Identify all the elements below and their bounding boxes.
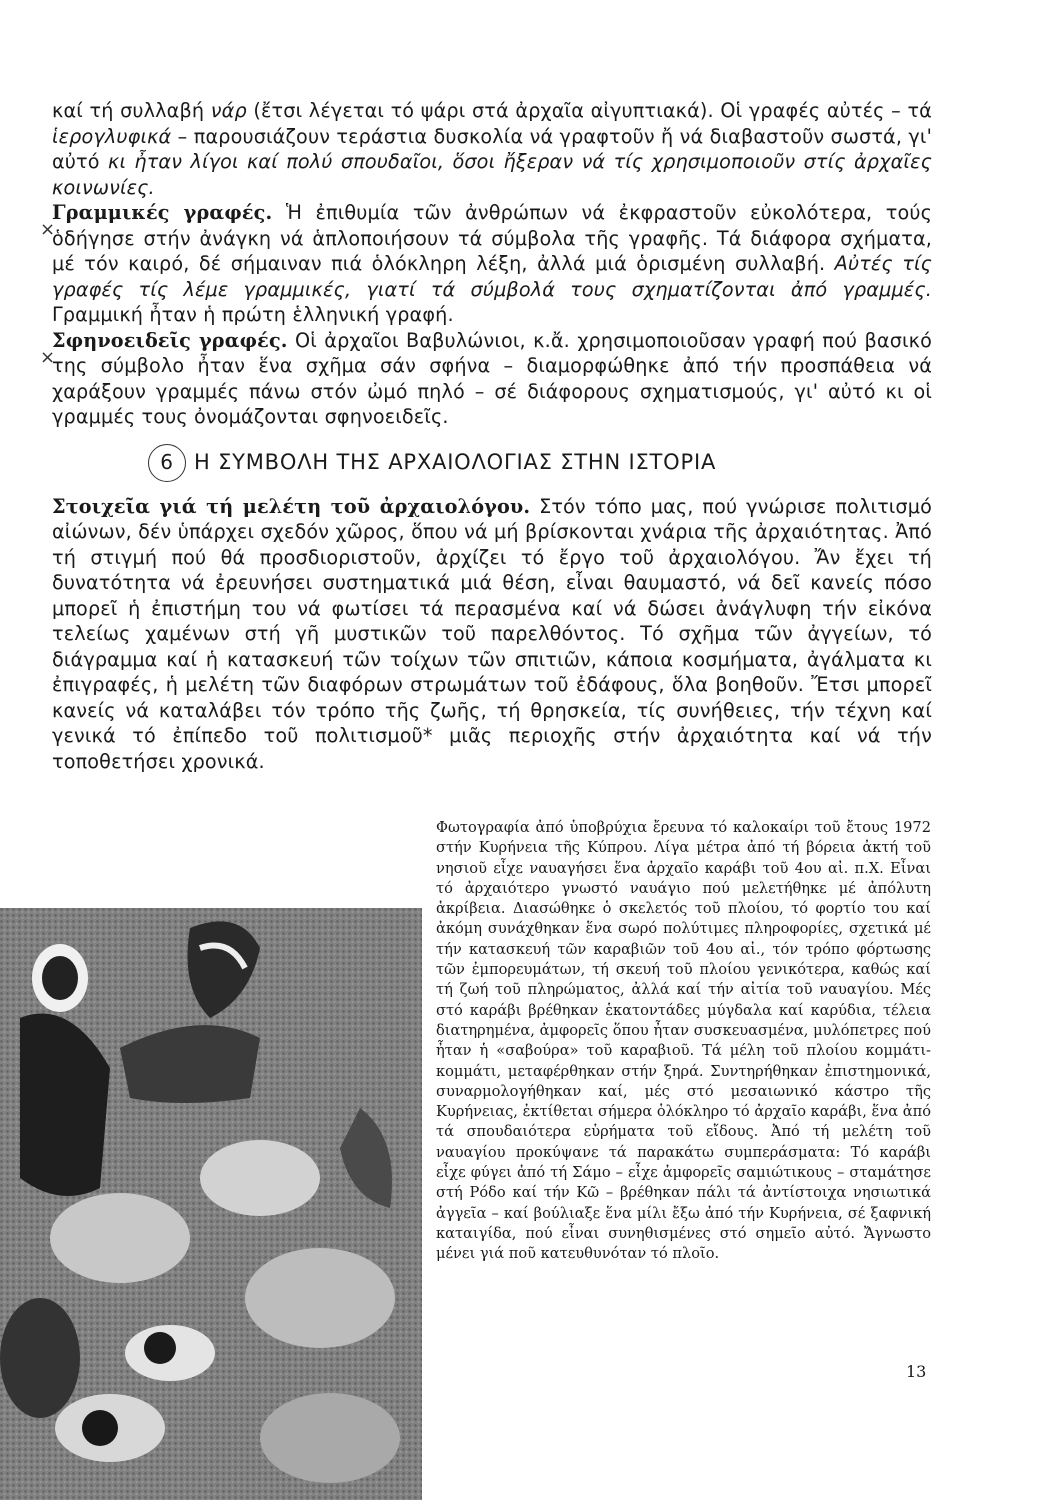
section-number: 6 xyxy=(148,444,186,482)
intro-italic-hieroglyphika: ἱερογλυφικά xyxy=(52,124,172,148)
study-paragraph xyxy=(52,494,932,775)
intro-italic-nar: νάρ xyxy=(210,99,247,122)
cuneiform-paragraph: × Σφηνοειδεῖς γραφές. Οἱ ἀρχαῖοι Βαβυλώνιοι, κ.ἄ. χρησιμοποιοῦσαν γραφή πού βασικό της σύμβολο ἦταν ἕνα σχῆμα σάν σφήνα – διαμορφώθηκε ἀπό τήν προσπάθεια νά χαράξουν γραμμές πάνω στόν ὠμό πηλό – σέ διάφορους σχηματισμούς, γι' αὐτό κι οἱ γραμμές τους ὀνομάζονται σφηνοειδεῖς. xyxy=(40,328,932,428)
linear-italic: Αὐτές τίς γραφές τίς λέμε γραμμικές, γιατί τά σύμβολά τους σχηματίζονται ἀπό γραμμές. xyxy=(52,252,932,301)
cuneiform-title: Σφηνοειδεῖς γραφές. xyxy=(52,328,288,352)
linear-text-end: Γραμμική ἦταν ἡ πρώτη ἑλληνική γραφή. xyxy=(52,303,454,326)
intro-text-c: – παρουσιάζουν τεράστια δυσκολία νά γραφτοῦν ἤ νά διαβαστοῦν σωστά, γι' αὐτό xyxy=(52,124,932,173)
underwater-excavation-image xyxy=(0,908,422,1500)
section-title: Η ΣΥΜΒΟΛΗ ΤΗΣ ΑΡΧΑΙΟΛΟΓΙΑΣ ΣΤΗΝ ΙΣΤΟΡΙΑ xyxy=(194,449,717,474)
shipwreck-photo xyxy=(0,908,422,1500)
linear-paragraph: × Γραμμικές γραφές. Ἡ ἐπιθυμία τῶν ἀνθρώπων νά ἐκφραστοῦν εὐκολότερα, τούς ὁδήγησε στήν ἀνάγκη νά ἁπλοποιήσουν τά σύμβολα τῆς γραφῆς. Τά διάφορα σχήματα, μέ τόν καιρό, δέ σήμαιναν πιά ὁλόκληρη λέξη, ἀλλά μιά ὁρισμένη συλλαβή. Αὐτές τίς γραφές τίς λέμε γραμμικές, γιατί τά σύμβολά τους σχηματίζονται ἀπό γραμμές. Γραμμική ἦταν ἡ πρώτη ἑλληνική γραφή. xyxy=(40,201,932,326)
cuneiform-text: Οἱ ἀρχαῖοι Βαβυλώνιοι, κ.ἄ. χρησιμοποιοῦσαν γραφή πού βασικό της σύμβολο ἦταν ἕνα σχῆμα σάν σφήνα – διαμορφώθηκε ἀπό τήν προσπάθεια νά χαράξουν γραμμές πάνω στόν ὠμό πηλό – σέ διάφορους σχηματισμούς, γι' αὐτό κι οἱ γραμμές τους ὀνομάζονται σφηνοειδεῖς. xyxy=(52,328,932,428)
study-text: Στόν τόπο μας, πού γνώρισε πολιτισμό αἰώνων, δέν ὑπάρχει σχεδόν χῶρος, ὅπου νά μή βρίσκονται χνάρια τῆς ἀρχαιότητας. Ἀπό τή στιγμή πού θά προσδιοριστοῦν, ἀρχίζει τό ἔργο τοῦ ἀρχαιολόγου. Ἄν ἔχει τή δυνατότητα νά ἐρευνήσει συστηματικά μιά θέση, εἶναι θαυμαστό, νά δεῖ κανείς πόσο μπορεῖ ἡ ἐπιστήμη του νά φωτίσει τά περασμένα καί νά δώσει ἀνάγλυφη τήν εἰκόνα τελείως χαμένων στή γῆ μυστικῶν τοῦ παρελθόντος. Τό σχῆμα τῶν ἀγγείων, τό διάγραμμα καί ἡ κατασκευή τῶν τοίχων τῶν σπιτιῶν, κάποια κοσμήματα, ἀγάλματα κι ἐπιγραφές, ἡ μελέτη τῶν διαφόρων στρωμάτων τοῦ ἐδάφους, ὅλα βοηθοῦν. Ἔτσι μπορεῖ κανείς νά καταλάβει τόν τρόπο τῆς ζωῆς, τή θρησκεία, τίς συνήθειες, τήν τέχνη καί γενικά τό ἐπίπεδο τοῦ πολιτισμοῦ* μιᾶς περιοχῆς στήν ἀρχαιότητα καί νά τήν τοποθετήσει χρονικά. xyxy=(52,494,932,773)
intro-italic-end: κι ἦταν λίγοι καί πολύ σπουδαῖοι, ὅσοι ἤξεραν νά τίς χρησιμοποιοῦν στίς ἀρχαῖες κοινωνίες. xyxy=(52,150,932,199)
linear-title: Γραμμικές γραφές. xyxy=(52,201,273,224)
intro-text-b: (ἔτσι λέγεται τό ψάρι στά ἀρχαῖα αἰγυπτιακά). Οἱ γραφές αὐτές – τά xyxy=(246,99,932,122)
page-number: 13 xyxy=(906,1362,927,1381)
study-title: Στοιχεῖα γιά τή μελέτη τοῦ ἀρχαιολόγου. xyxy=(52,494,531,518)
photo-caption: Φωτογραφία ἀπό ὑποβρύχια ἔρευνα τό καλοκαίρι τοῦ ἔτους 1972 στήν Κυρήνεια τῆς Κύπρου. Λίγα μέτρα ἀπό τή βόρεια ἀκτή τοῦ νησιοῦ εἶχε ναυαγήσει ἕνα ἀρχαῖο καράβι τοῦ 4ου αἰ. π.Χ. Εἶναι τό ἀρχαιότερο γνωστό ναυάγιο πού μελετήθηκε μέ ἀπόλυτη ἀκρίβεια. Διασώθηκε ὁ σκελετός τοῦ πλοίου, τό φορτίο του καί ἀκόμη συνάχθηκαν ἕνα σωρό πολύτιμες πληροφορίες, σχετικά μέ τήν κατασκευή τῶν καραβιῶν τοῦ 4ου αἰ., τόν τρόπο φόρτωσης τῶν ἐμπορευμάτων, τή σκευή τοῦ πλοίου γενικότερα, καθώς καί τή ζωή τοῦ πληρώματος, ἀλλά καί τήν αἰτία τοῦ ναυαγίου. Μές στό καράβι βρέθηκαν ἑκατοντάδες μύγδαλα καί καρύδια, τέλεια διατηρημένα, ἀμφορεῖς ὅπου ἦταν συσκευασμένα, μυλόπετρες πού ἦταν ἡ «σαβούρα» τοῦ καραβιοῦ. Τά μέλη τοῦ πλοίου κομμάτι-κομμάτι, μεταφέρθηκαν στήν ξηρά. Συντηρήθηκαν ἐπιστημονικά, συναρμολογήθηκαν καί, μές στό μεσαιωνικό κάστρο τῆς Κυρήνειας, ἐκτίθεται σήμερα ὁλόκληρο τό ἀρχαῖο καράβι, ἕνα ἀπό τά σπουδαιότερα εὑρήματα τοῦ εἴδους. Ἀπό τή μελέτη τοῦ ναυαγίου προκύψανε τά παρακάτω συμπεράσματα: Τό καράβι εἶχε φύγει ἀπό τή Σάμο – εἶχε ἀμφορεῖς σαμιώτικους – σταμάτησε στή Ρόδο καί τήν Κῶ – βρέθηκαν πάλι τά ἀντίστοιχα νησιωτικά ἀγγεῖα – καί βούλιαξε ἕνα μίλι ἔξω ἀπό τήν Κυρήνεια, σέ ξαφνική καταιγίδα, πού εἶναι συνηθισμένες στό σημεῖο αὐτό. Ἄγνωστο μένει γιά ποῦ κατευθυνόταν τό πλοῖο. xyxy=(436,819,931,1263)
intro-text: καί τή συλλαβή xyxy=(52,99,211,122)
main-text-column xyxy=(40,98,932,774)
linear-text: Ἡ ἐπιθυμία τῶν ἀνθρώπων νά ἐκφραστοῦν εὐκολότερα, τούς ὁδήγησε στήν ἀνάγκη νά ἁπλοποιήσουν τά σύμβολα τῆς γραφῆς. Τά διάφορα σχήματα, μέ τόν καιρό, δέ σήμαιναν πιά ὁλόκληρη λέξη, ἀλλά μιά ὁρισμένη συλλαβή. xyxy=(52,201,932,275)
intro-paragraph xyxy=(52,98,932,200)
section-heading xyxy=(52,444,932,482)
